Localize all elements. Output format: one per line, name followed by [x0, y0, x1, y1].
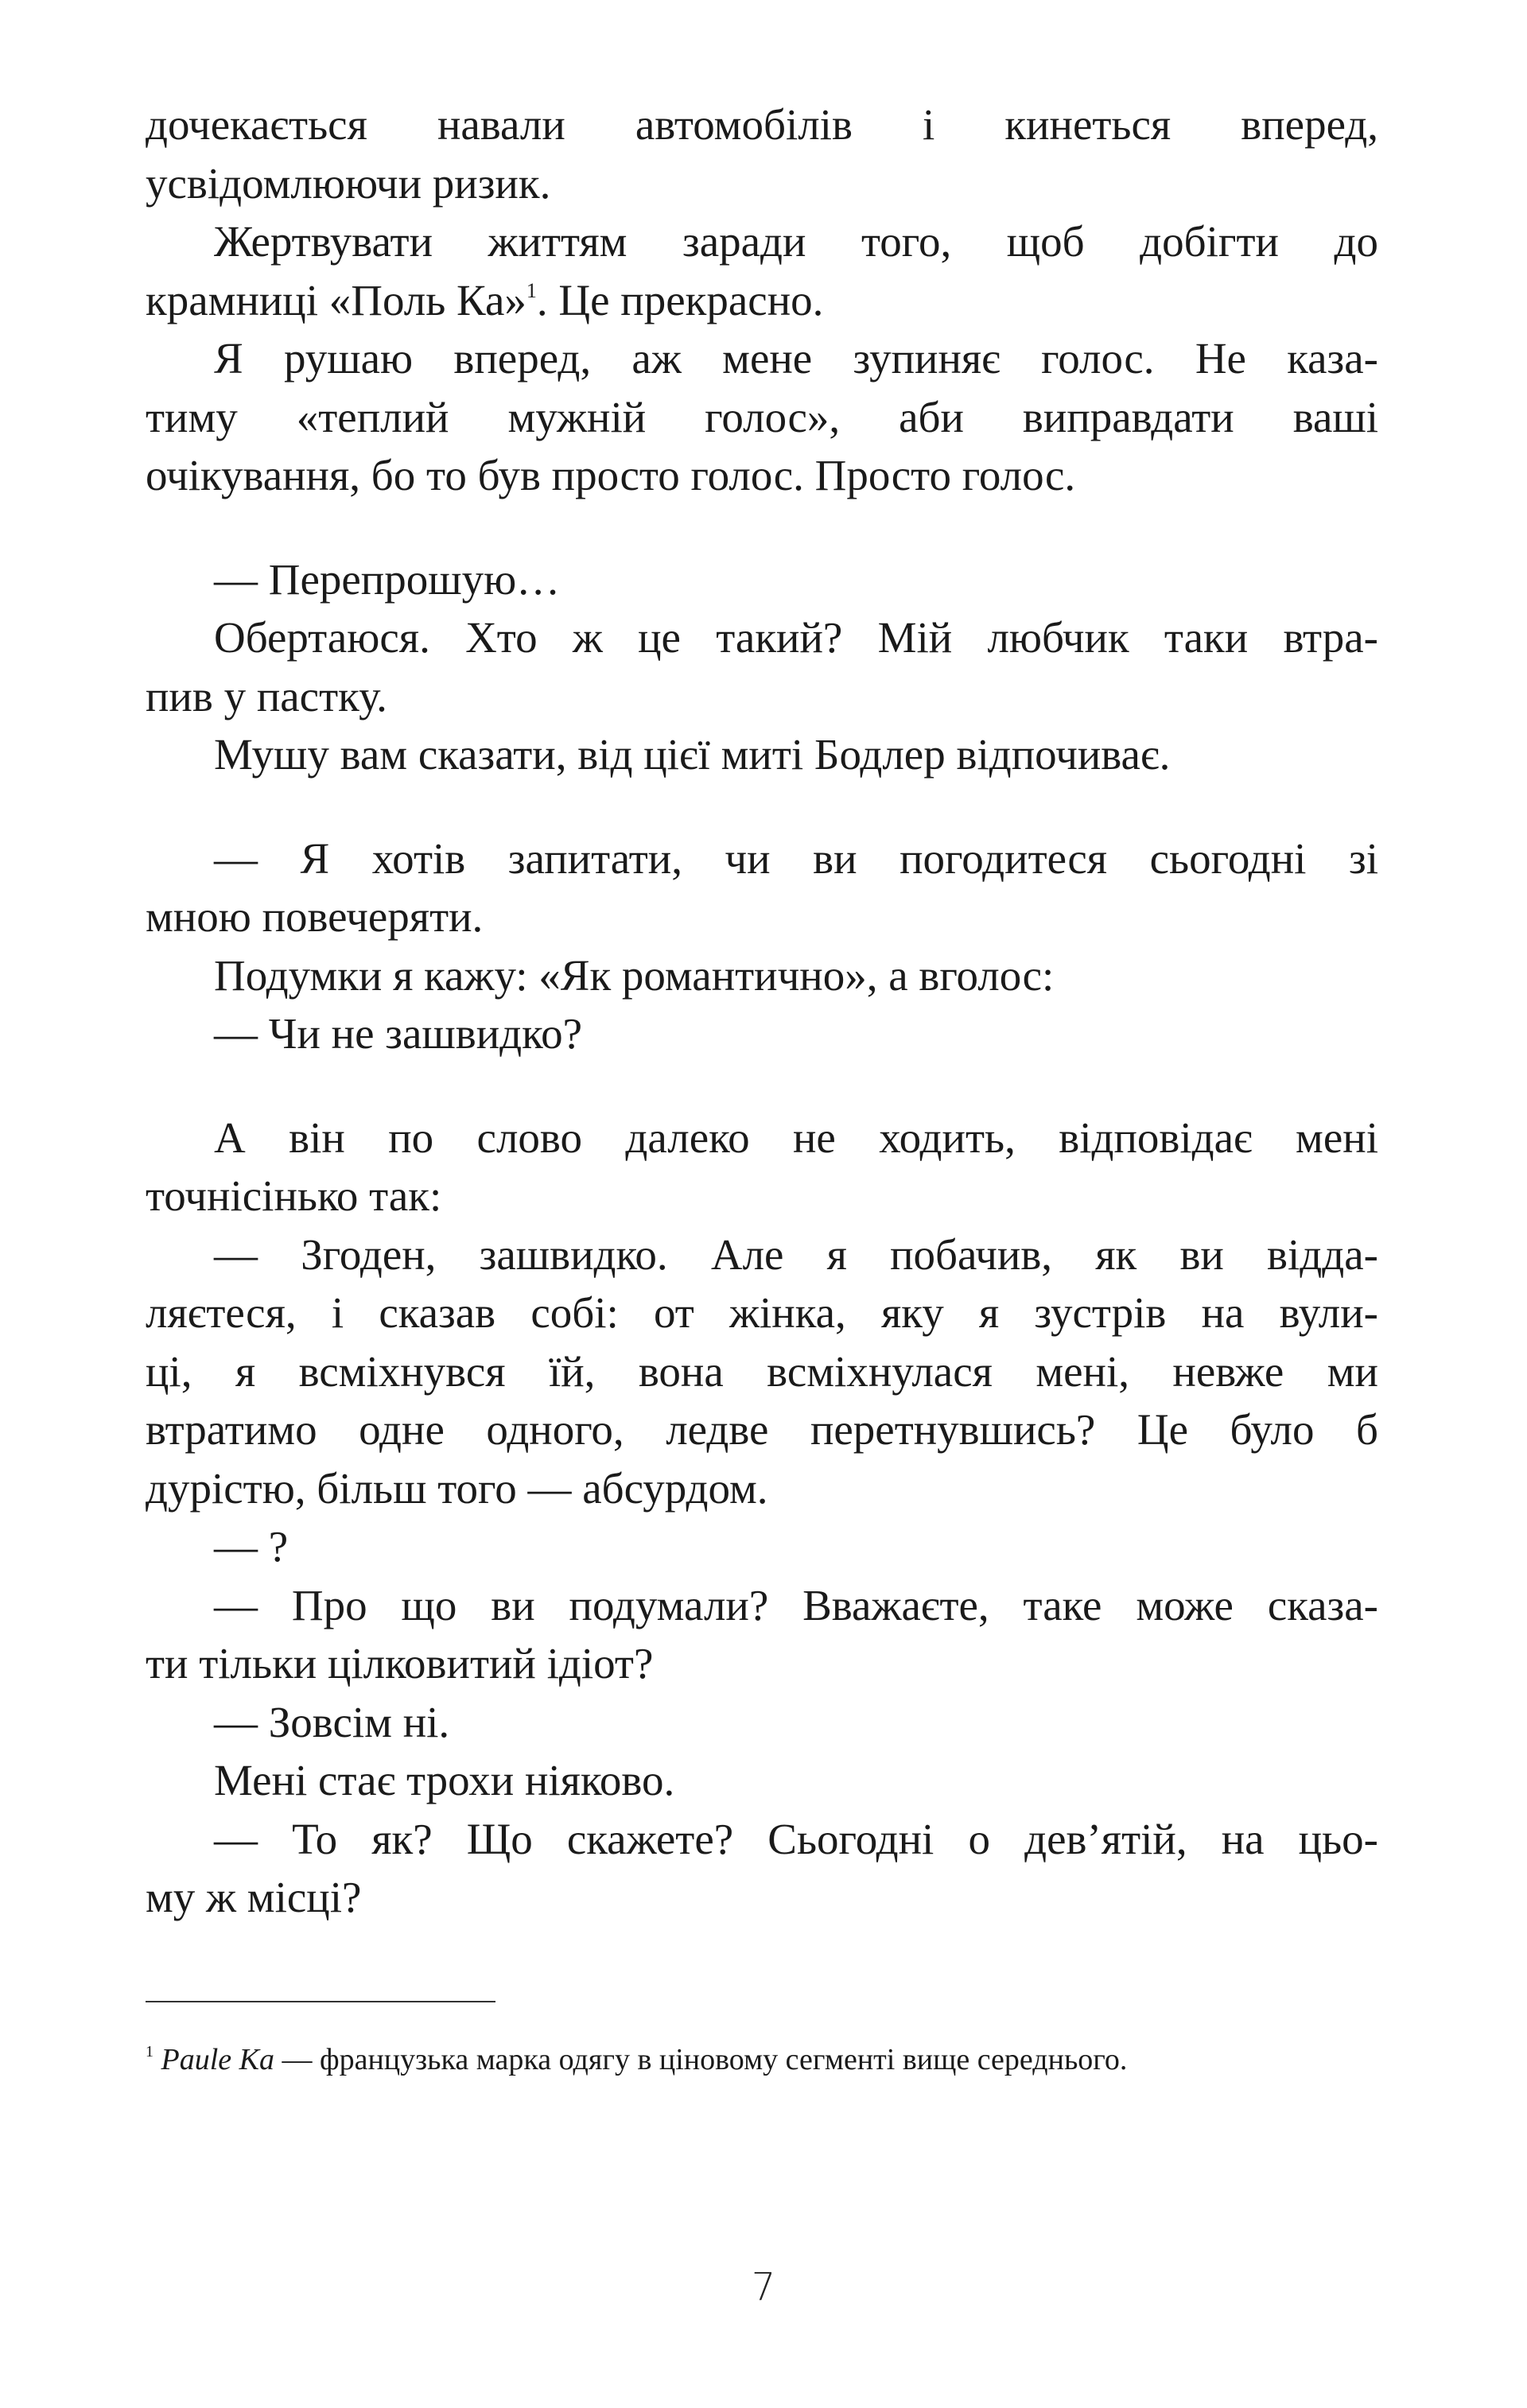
text-fragment: крамниці «Поль Ка» — [146, 275, 526, 324]
text-line: ти тільки цілковитий ідіот? — [146, 1639, 654, 1688]
text-line: — То як? Що скажете? Сьогодні о дев’ятій, на цьо- — [214, 1814, 1378, 1863]
text-line: му ж місці? — [146, 1873, 362, 1921]
footnote-text: — французька марка одягу в ціновому сегменті вище середнього. — [274, 2043, 1128, 2076]
text-fragment: . Це прекрасно. — [536, 275, 824, 324]
text-line: тиму «теплий мужній голос», аби виправдати ваші — [146, 392, 1378, 441]
text-line: дурістю, більш того — абсурдом. — [146, 1463, 768, 1513]
text-line: А він по слово далеко не ходить, відповідає мені — [214, 1113, 1378, 1162]
text-line: точнісінько так: — [146, 1171, 442, 1220]
paragraph-gap — [146, 784, 1378, 829]
text-line: — Згоден, зашвидко. Але я побачив, як ви відда- — [214, 1229, 1378, 1279]
text-line: — Перепрошую… — [214, 554, 561, 604]
text-line: Подумки я кажу: «Як романтично», а вголос: — [214, 950, 1055, 1000]
text-line: усвідомлюючи ризик. — [146, 158, 551, 208]
text-line: пив у пастку. — [146, 671, 387, 720]
paragraph-gap — [146, 1063, 1378, 1109]
text-line: Мушу вам сказати, від цієї миті Бодлер відпочиває. — [214, 730, 1171, 779]
text-line: ляєтеся, і сказав собі: от жінка, яку я зустрів на вули- — [146, 1288, 1378, 1337]
text-line: Жертвувати життям заради того, щоб добігти до — [214, 217, 1378, 266]
footnote-separator — [146, 2001, 495, 2002]
text-line: — ? — [214, 1522, 289, 1571]
text-line: втратимо одне одного, ледве перетнувшись? Це було б — [146, 1405, 1378, 1454]
text-line: — Я хотів запитати, чи ви погодитеся сьогодні зі — [214, 833, 1378, 883]
text-line: Обертаюся. Хто ж це такий? Мій любчик таки втра- — [214, 613, 1378, 662]
page-number: 7 — [751, 2265, 776, 2309]
text-line-with-footnote-ref — [146, 271, 1378, 330]
text-line: Мені стає трохи ніяково. — [214, 1756, 675, 1804]
text-line: очікування, бо то був просто голос. Просто голос. — [146, 451, 1076, 499]
book-page-body — [146, 95, 1378, 1927]
text-line: — Чи не зашвидко? — [214, 1009, 582, 1058]
text-line: мною повечеряти. — [146, 892, 484, 941]
text-line: ці, я всміхнувся їй, вона всміхнулася мені, невже ми — [146, 1346, 1378, 1396]
text-line: — Про що ви подумали? Вважаєте, таке може сказа- — [214, 1580, 1378, 1629]
footnote — [146, 2041, 1386, 2079]
footnote-term: Paule Ka — [161, 2043, 274, 2076]
footnote-reference[interactable]: 1 — [526, 278, 537, 302]
text-line: дочекається навали автомобілів і кинеться вперед, — [146, 100, 1378, 149]
footnote-marker: 1 — [146, 2043, 153, 2060]
text-line: — Зовсім ні. — [214, 1697, 450, 1746]
text-line: Я рушаю вперед, аж мене зупиняє голос. Не каза- — [214, 334, 1378, 383]
paragraph-gap — [146, 505, 1378, 550]
